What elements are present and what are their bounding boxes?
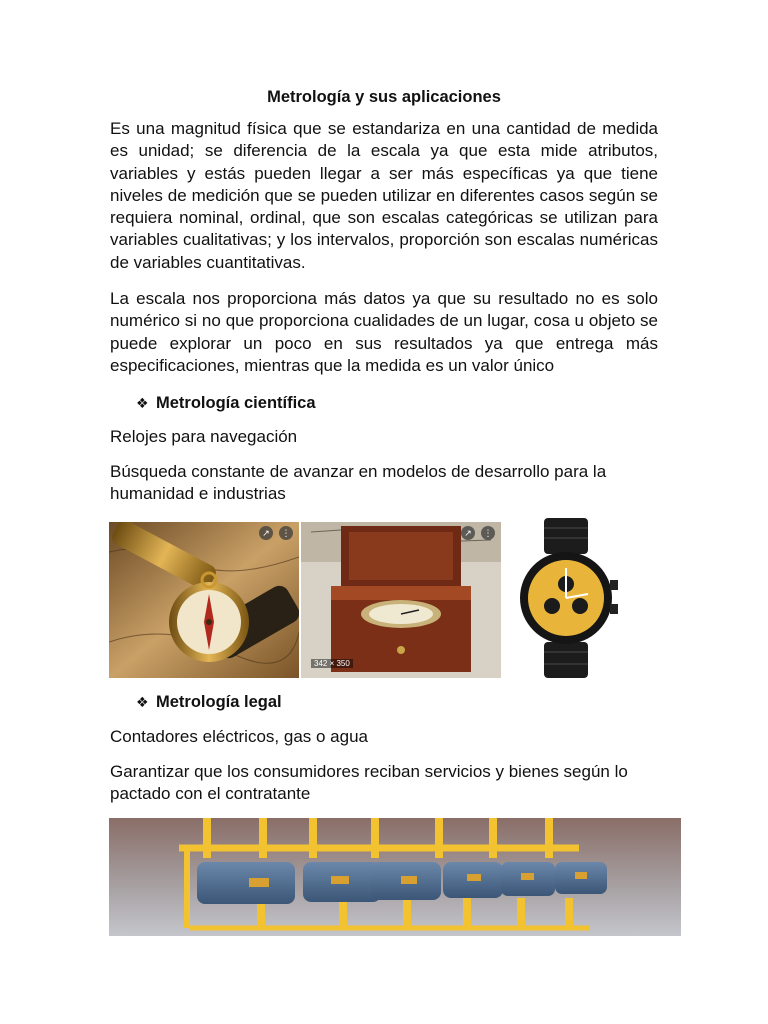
- body-line: Relojes para navegación: [110, 427, 298, 446]
- body-paragraph: Búsqueda constante de avanzar en modelos de desarrollo para la humanidad e industrias: [110, 462, 607, 504]
- page-title: Metrología y sus aplicaciones: [267, 88, 501, 106]
- section-heading-label: Metrología legal: [156, 693, 282, 711]
- image-size-tag: 342 × 350: [311, 659, 353, 668]
- section-heading-label: Metrología científica: [156, 394, 316, 412]
- gas-meters-photo: [109, 818, 681, 936]
- more-vert-icon: ⋮: [481, 526, 495, 540]
- intro-paragraph: Es una magnitud física que se estandariza en una cantidad de medida es unidad; se diferencia de la escala ya que esta mide atributos, variables y estás pueden llegar a ser más específicas ya que tiene niveles de medición que se pueden utilizar en diferentes casos según se requiera nominal, ordinal, que son escalas categóricas se utilizan para variables cualitativas; y los intervalos, proporción son escalas numéricas de variables cuantitativas.: [110, 119, 658, 272]
- chronometer-box-photo: [301, 522, 501, 678]
- scale-paragraph: La escala nos proporciona más datos ya que su resultado no es solo numérico si no que proporciona cualidades de un lugar, cosa u objeto se puede explorar un poco en sus resultados ya que entrega más especificaciones, mientras que la medida es un valor único: [110, 289, 658, 375]
- body-line: Contadores eléctricos, gas o agua: [110, 727, 368, 746]
- section-heading-scientific: [136, 392, 316, 414]
- compass-photo: [109, 522, 299, 678]
- share-icon: ↗: [259, 526, 273, 540]
- share-icon: ↗: [461, 526, 475, 540]
- more-vert-icon: ⋮: [279, 526, 293, 540]
- diamond-bullet-icon: ❖: [136, 694, 149, 710]
- body-paragraph: Garantizar que los consumidores reciban servicios y bienes según lo pactado con el contratante: [110, 762, 628, 804]
- diamond-bullet-icon: ❖: [136, 395, 149, 411]
- section-heading-legal: [136, 691, 282, 713]
- wristwatch-photo: [506, 514, 626, 682]
